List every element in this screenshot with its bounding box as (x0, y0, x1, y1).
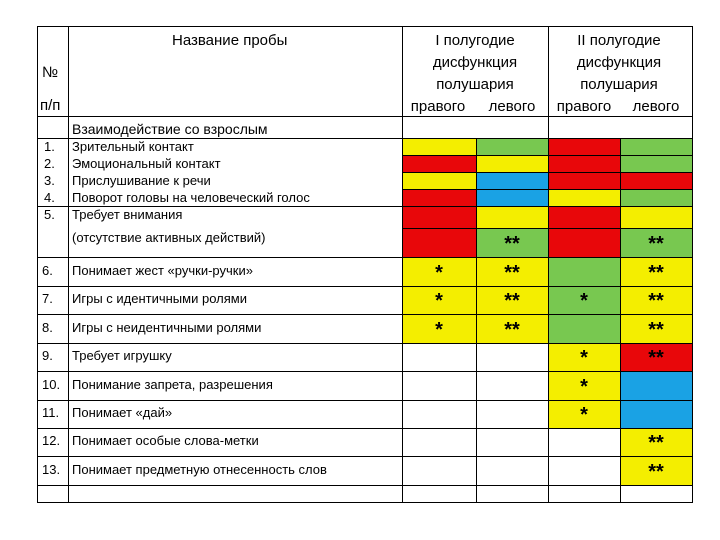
color-cell (402, 456, 476, 485)
header-h1-right: правого (410, 98, 466, 115)
color-cell (476, 172, 548, 189)
row-line (37, 371, 693, 372)
row-number: 10. (42, 376, 61, 392)
col-divider (476, 138, 477, 503)
num-col-border (68, 26, 69, 503)
row-number: 5. (44, 207, 55, 222)
mark-double-asterisk: ** (648, 460, 664, 483)
color-cell (620, 400, 692, 428)
color-cell (548, 155, 620, 172)
mark-double-asterisk: ** (504, 261, 520, 284)
mark-single-asterisk: * (580, 347, 588, 369)
header-h1-left: левого (488, 98, 536, 115)
cell-line (402, 189, 693, 190)
row-number: 13. (42, 461, 61, 477)
header-num: № (42, 64, 59, 81)
color-cell (476, 400, 548, 428)
mark-double-asterisk: ** (504, 232, 520, 255)
table-left-border (37, 26, 38, 503)
name-col-border (402, 26, 403, 503)
color-cell (476, 206, 548, 228)
section-bottom-border (37, 138, 693, 139)
half-divider (548, 26, 549, 503)
row-text: Игры с неидентичными ролями (72, 319, 262, 335)
col-divider (620, 138, 621, 503)
row-text: (отсутствие активных действий) (72, 230, 266, 245)
color-cell (402, 206, 476, 228)
color-cell (402, 189, 476, 206)
color-cell (476, 189, 548, 206)
mark-double-asterisk: ** (648, 318, 664, 341)
header-half2-line1: II полугодие (577, 32, 661, 49)
color-cell (476, 138, 548, 155)
row-text: Понимание запрета, разрешения (72, 376, 273, 392)
row-text: Эмоциональный контакт (72, 156, 221, 171)
row-line (37, 400, 693, 401)
header-h2-right: правого (556, 98, 612, 115)
row-number: 12. (42, 433, 61, 448)
mark-single-asterisk: * (580, 375, 588, 398)
header-probe-name: Название пробы (172, 32, 288, 49)
color-cell (548, 428, 620, 456)
row-text: Понимает жест «ручки-ручки» (72, 262, 253, 278)
color-cell (548, 228, 620, 257)
row-number: 6. (42, 262, 53, 278)
row-number: 1. (44, 139, 55, 154)
row-text: Понимает «дай» (72, 405, 173, 420)
cell-line (402, 155, 693, 156)
row-text: Зрительный контакт (72, 139, 194, 154)
color-cell (620, 172, 692, 189)
color-cell (476, 456, 548, 485)
row-line (37, 314, 693, 315)
row-line (37, 428, 693, 429)
row-line (37, 257, 693, 258)
row-text: Прислушивание к речи (72, 173, 211, 188)
row-number: 2. (44, 156, 55, 171)
row-text: Требует внимания (72, 207, 183, 222)
mark-double-asterisk: ** (648, 432, 664, 454)
row-number: 7. (42, 291, 53, 306)
color-cell (548, 206, 620, 228)
mark-double-asterisk: ** (648, 290, 664, 312)
color-cell (620, 371, 692, 400)
mark-single-asterisk: * (580, 290, 588, 312)
mark-double-asterisk: ** (648, 232, 664, 255)
color-cell (476, 428, 548, 456)
color-cell (402, 428, 476, 456)
row-text: Игры с идентичными ролями (72, 291, 247, 306)
color-cell (402, 228, 476, 257)
color-cell (548, 138, 620, 155)
row-line (37, 456, 693, 457)
cell-line (402, 172, 693, 173)
color-cell (548, 189, 620, 206)
color-cell (476, 343, 548, 371)
mark-double-asterisk: ** (504, 290, 520, 312)
row-number: 4. (44, 190, 55, 205)
row-number: 9. (42, 348, 53, 363)
color-cell (402, 400, 476, 428)
color-cell (402, 371, 476, 400)
header-half2-line3: полушария (580, 76, 658, 93)
color-cell (620, 138, 692, 155)
mark-double-asterisk: ** (504, 318, 520, 341)
table-right-border (692, 26, 693, 503)
table-bottom-border (37, 502, 693, 503)
mark-double-asterisk: ** (648, 261, 664, 284)
color-cell (548, 314, 620, 343)
row-line (37, 286, 693, 287)
color-cell (402, 155, 476, 172)
color-cell (620, 155, 692, 172)
row-number: 3. (44, 173, 55, 188)
mark-single-asterisk: * (435, 261, 443, 284)
header-half2-line2: дисфункция (576, 54, 662, 71)
header-bottom-border (37, 116, 693, 117)
row-line (37, 343, 693, 344)
color-cell (476, 155, 548, 172)
color-cell (402, 343, 476, 371)
section-title: Взаимодействие со взрослым (72, 121, 268, 137)
row-text: Поворот головы на человеческий голос (72, 190, 310, 205)
row-text: Понимает особые слова-метки (72, 433, 259, 448)
header-half1-line1: I полугодие (435, 32, 515, 49)
cell-line (402, 228, 693, 229)
color-cell (402, 172, 476, 189)
table-top-border (37, 26, 693, 27)
color-cell (620, 189, 692, 206)
mark-single-asterisk: * (435, 290, 443, 312)
color-cell (548, 257, 620, 286)
header-half1-line3: полушария (436, 76, 514, 93)
row-number: 11. (42, 405, 60, 420)
row-number: 8. (42, 319, 53, 335)
header-half1-line2: дисфункция (432, 54, 518, 71)
color-cell (620, 206, 692, 228)
mark-double-asterisk: ** (648, 347, 664, 369)
mark-single-asterisk: * (580, 404, 588, 426)
color-cell (476, 371, 548, 400)
row-text: Требует игрушку (72, 348, 172, 363)
header-num-sub: п/п (40, 97, 61, 114)
mark-single-asterisk: * (435, 318, 443, 341)
color-cell (548, 172, 620, 189)
row-text: Понимает предметную отнесенность слов (72, 461, 327, 477)
row-line (37, 485, 693, 486)
header-h2-left: левого (632, 98, 680, 115)
color-cell (548, 456, 620, 485)
row-line (37, 206, 693, 207)
color-cell (402, 138, 476, 155)
